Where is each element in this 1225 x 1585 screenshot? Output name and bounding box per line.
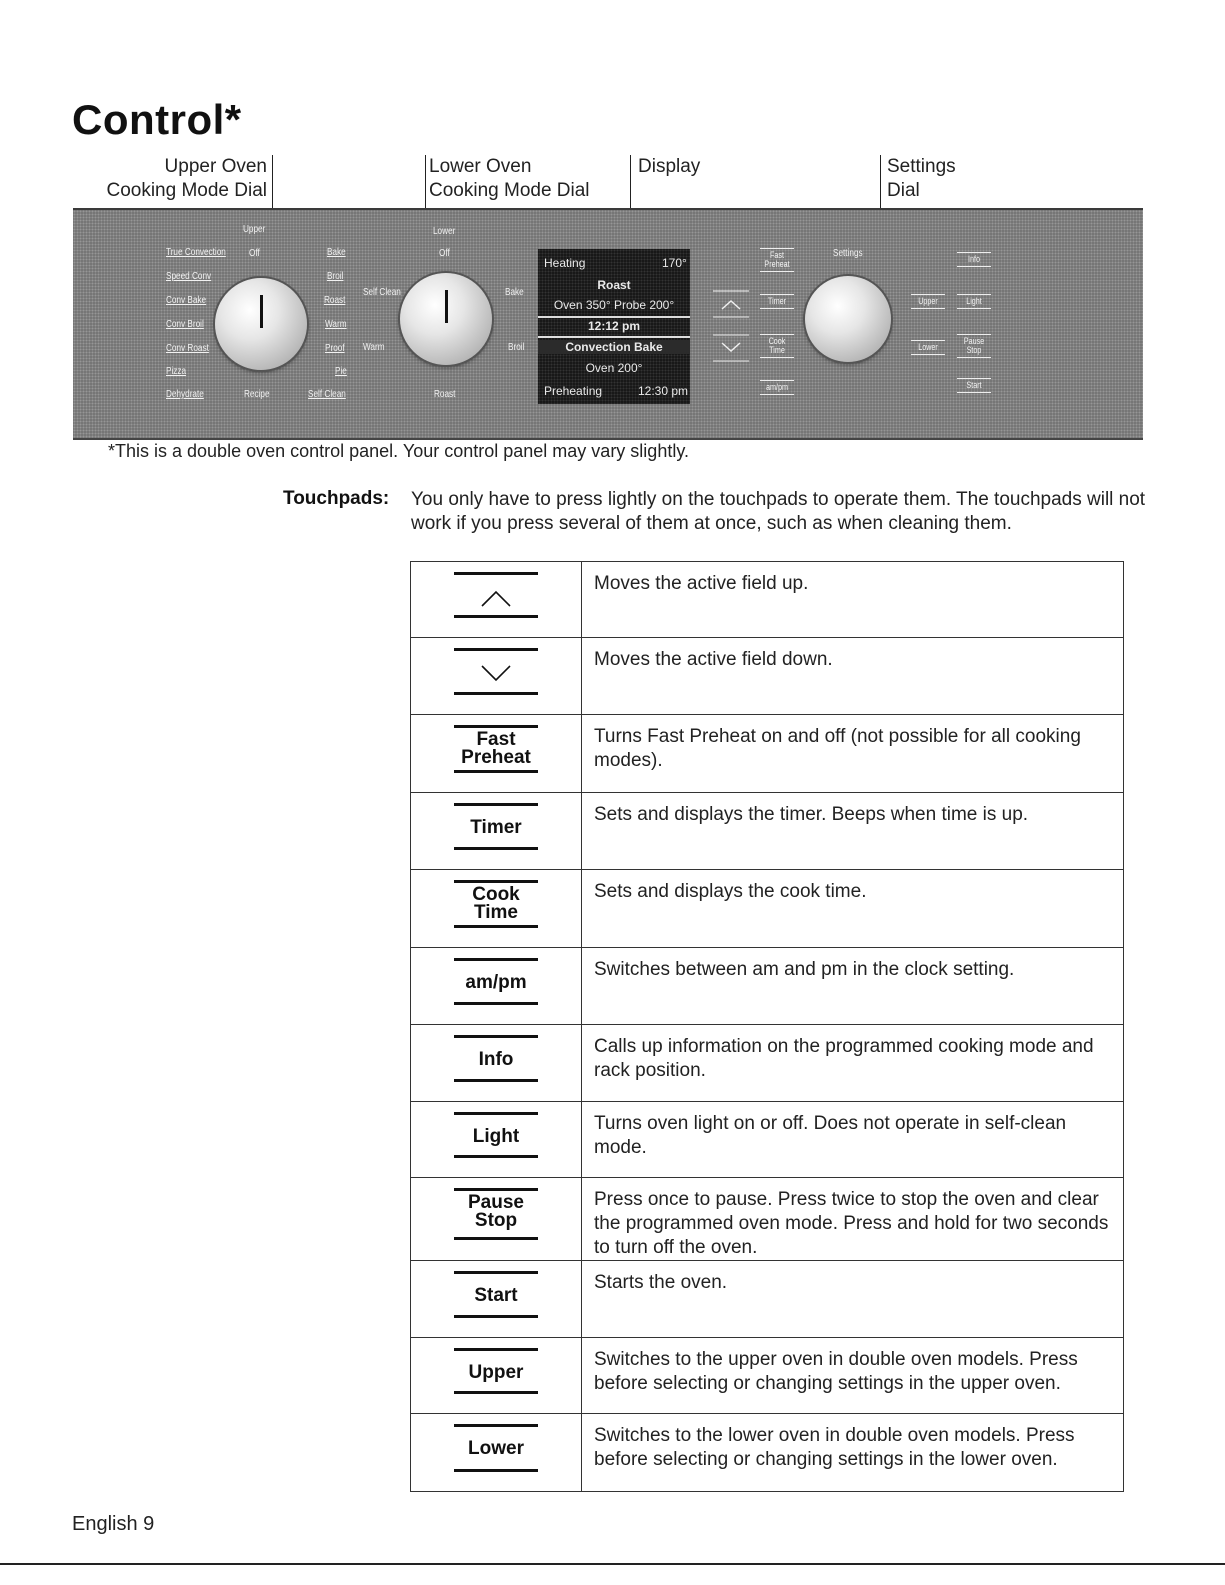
touchpad-key-label: Preheat <box>461 747 531 768</box>
table-row <box>411 1178 1124 1261</box>
panel-upper: Upper <box>911 294 945 309</box>
callout-upper-dial-line2: Cooking Mode Dial <box>106 180 267 201</box>
touchpads-intro: You only have to press lightly on the touchpads to operate them. The touchpads will not work if you press several of them at once, such as when cleaning them. <box>411 489 1146 534</box>
upper-cooking-mode-dial <box>215 278 307 370</box>
table-row <box>411 948 1124 1025</box>
chevron-up-icon <box>454 578 538 618</box>
touchpad-key-label: Time <box>473 902 518 923</box>
table-row <box>411 793 1124 870</box>
display-divider-1 <box>538 316 690 318</box>
touchpad-icon-cell <box>411 1102 582 1178</box>
table-row <box>411 562 1124 638</box>
lower-dial-left-1: Warm <box>363 342 385 353</box>
touchpad-key-label: Stop <box>474 1210 518 1231</box>
touchpad-icon-cell <box>411 793 582 870</box>
touchpad-key-ampm <box>454 948 538 1024</box>
display-status: Preheating <box>544 384 603 398</box>
touchpad-icon-cell <box>411 715 582 793</box>
touchpad-key-label: Lower <box>468 1438 524 1459</box>
lower-dial-right-1: Broil <box>508 342 525 353</box>
touchpad-description: Calls up information on the programmed cooking mode and rack position. <box>582 1025 1124 1102</box>
touchpad-description: Switches to the lower oven in double oven models. Press before selecting or changing settings in the lower oven. <box>582 1414 1124 1492</box>
touchpad-key-pause-stop <box>454 1178 538 1259</box>
callout-lower-dial <box>429 155 590 203</box>
callout-lower-dial-line2: Cooking Mode Dial <box>429 180 590 201</box>
display-temp: 170° <box>662 256 687 270</box>
panel-lower: Lower <box>911 340 945 355</box>
panel-fast-preheat: Fast Preheat <box>760 248 794 272</box>
table-row <box>411 715 1124 793</box>
touchpad-key-start <box>454 1261 538 1337</box>
upper-dial-left-3: Conv Broil <box>166 319 204 330</box>
upper-dial-right-0: Bake <box>327 247 346 258</box>
touchpad-key-cook-time <box>454 870 538 947</box>
lower-cooking-mode-dial <box>400 273 492 365</box>
panel-start: Start <box>957 378 991 393</box>
upper-dial-left-2: Conv Bake <box>166 295 207 306</box>
touchpad-description: Sets and displays the cook time. <box>582 870 1124 948</box>
upper-dial-right-4: Proof <box>325 343 345 354</box>
touchpad-key-timer <box>454 793 538 869</box>
callout-settings-line2: Dial <box>887 180 920 201</box>
touchpad-key-light <box>454 1102 538 1177</box>
touchpad-key-label: Pause <box>468 1192 524 1213</box>
callout-upper-dial-line1: Upper Oven <box>164 156 267 177</box>
touchpad-description: Switches between am and pm in the clock setting. <box>582 948 1124 1025</box>
panel-arrow-buttons <box>713 290 749 362</box>
touchpads-heading: Touchpads: <box>283 488 390 509</box>
table-row <box>411 638 1124 715</box>
lower-dial-left-0: Self Clean <box>363 287 401 298</box>
upper-dial-left-1: Speed Conv <box>166 271 212 282</box>
upper-dial-right-3: Warm <box>325 319 347 330</box>
touchpad-key-info <box>454 1025 538 1101</box>
upper-dial-label-top: Upper <box>243 224 266 235</box>
upper-dial-left-5: Pizza <box>166 366 187 377</box>
page-title: Control* <box>72 96 242 143</box>
display-mode2: Convection Bake <box>538 340 690 354</box>
touchpad-description: Starts the oven. <box>582 1261 1124 1338</box>
display-end-time: 12:30 pm <box>638 384 689 398</box>
control-panel-illustration <box>73 208 1143 440</box>
bottom-rule <box>0 1563 1225 1565</box>
panel-pause-stop: Pause Stop <box>957 334 991 358</box>
upper-dial-label-off: Off <box>249 248 260 259</box>
touchpad-description: Press once to pause. Press twice to stop the oven and clear the programmed oven mode. Press and hold for two seconds to turn off the oven. <box>582 1178 1124 1261</box>
touchpad-key-label: am/pm <box>465 972 527 993</box>
touchpad-description: Turns Fast Preheat on and off (not possible for all cooking modes). <box>582 715 1124 793</box>
panel-light: Light <box>957 294 991 309</box>
touchpad-table <box>410 561 1124 1492</box>
upper-dial-left-4: Conv Roast <box>166 343 209 354</box>
table-row <box>411 870 1124 948</box>
touchpad-key-label: Cook <box>472 884 520 905</box>
touchpad-description: Turns oven light on or off. Does not operate in self-clean mode. <box>582 1102 1124 1178</box>
callout-upper-dial <box>97 155 267 203</box>
touchpad-icon-cell <box>411 1261 582 1338</box>
upper-dial-right-2: Roast <box>324 295 346 306</box>
lower-dial-right-0: Bake <box>505 287 524 298</box>
panel-cook-time: Cook Time <box>760 334 794 358</box>
callout-lower-dial-line1: Lower Oven <box>429 156 532 177</box>
touchpad-key-upper <box>454 1338 538 1413</box>
touchpad-description: Moves the active field down. <box>582 638 1124 715</box>
display-mode1: Roast <box>597 278 631 292</box>
table-row <box>411 1338 1124 1414</box>
touchpad-key-fast-preheat <box>454 715 538 792</box>
touchpad-key-label: Timer <box>470 817 522 838</box>
upper-dial-right-6: Self Clean <box>308 389 346 400</box>
settings-dial <box>805 276 891 362</box>
callout-settings-dial <box>887 155 956 203</box>
panel-timer: Timer <box>760 294 794 309</box>
touchpad-key-label: Light <box>472 1126 520 1147</box>
touchpad-key-lower <box>454 1414 538 1491</box>
touchpad-description: Switches to the upper oven in double oven models. Press before selecting or changing settings in the upper oven. <box>582 1338 1124 1414</box>
upper-dial-left-0: True Convection <box>166 247 226 258</box>
chevron-down-icon <box>454 654 538 694</box>
touchpad-description: Sets and displays the timer. Beeps when time is up. <box>582 793 1124 870</box>
table-row <box>411 1102 1124 1178</box>
panel-note: *This is a double oven control panel. Your control panel may vary slightly. <box>108 441 689 461</box>
panel-settings-label: Settings <box>833 248 863 259</box>
touchpad-icon-cell <box>411 1338 582 1414</box>
display-divider-2 <box>538 336 690 338</box>
display-heating: Heating <box>544 256 586 270</box>
touchpad-icon-cell <box>411 562 582 638</box>
display-oven2: Oven 200° <box>585 361 643 375</box>
table-row <box>411 1025 1124 1102</box>
page-footer: English 9 <box>72 1513 155 1535</box>
callout-display: Display <box>638 156 701 177</box>
touchpad-icon-cell <box>411 638 582 715</box>
lower-dial-label-top: Lower <box>433 226 456 237</box>
lower-dial-label-off: Off <box>439 248 450 259</box>
upper-dial-left-6: Dehydrate <box>166 389 204 400</box>
table-row <box>411 1414 1124 1492</box>
display-clock: 12:12 pm <box>587 319 641 333</box>
touchpad-key-label: Upper <box>468 1362 524 1383</box>
touchpad-icon-cell <box>411 1414 582 1492</box>
touchpad-icon-cell <box>411 870 582 948</box>
upper-dial-label-bottom: Recipe <box>244 389 270 400</box>
panel-ampm: am/pm <box>760 380 794 395</box>
touchpad-key-down-arrow <box>454 638 538 714</box>
touchpad-key-label: Start <box>474 1285 518 1306</box>
touchpad-icon-cell <box>411 1025 582 1102</box>
upper-dial-right-5: Pie <box>335 366 347 377</box>
table-row <box>411 1261 1124 1338</box>
touchpad-description: Moves the active field up. <box>582 562 1124 638</box>
touchpad-key-up-arrow <box>454 562 538 637</box>
touchpad-key-label: Info <box>478 1049 514 1070</box>
display-oven-probe: Oven 350° Probe 200° <box>553 298 675 312</box>
touchpad-key-label: Fast <box>476 729 516 750</box>
touchpad-icon-cell <box>411 1178 582 1261</box>
oven-display <box>538 249 690 404</box>
panel-info: Info <box>957 252 991 267</box>
lower-dial-label-bottom: Roast <box>434 389 456 400</box>
upper-dial-right-1: Broil <box>327 271 344 282</box>
callout-settings-line1: Settings <box>887 156 956 177</box>
touchpad-icon-cell <box>411 948 582 1025</box>
